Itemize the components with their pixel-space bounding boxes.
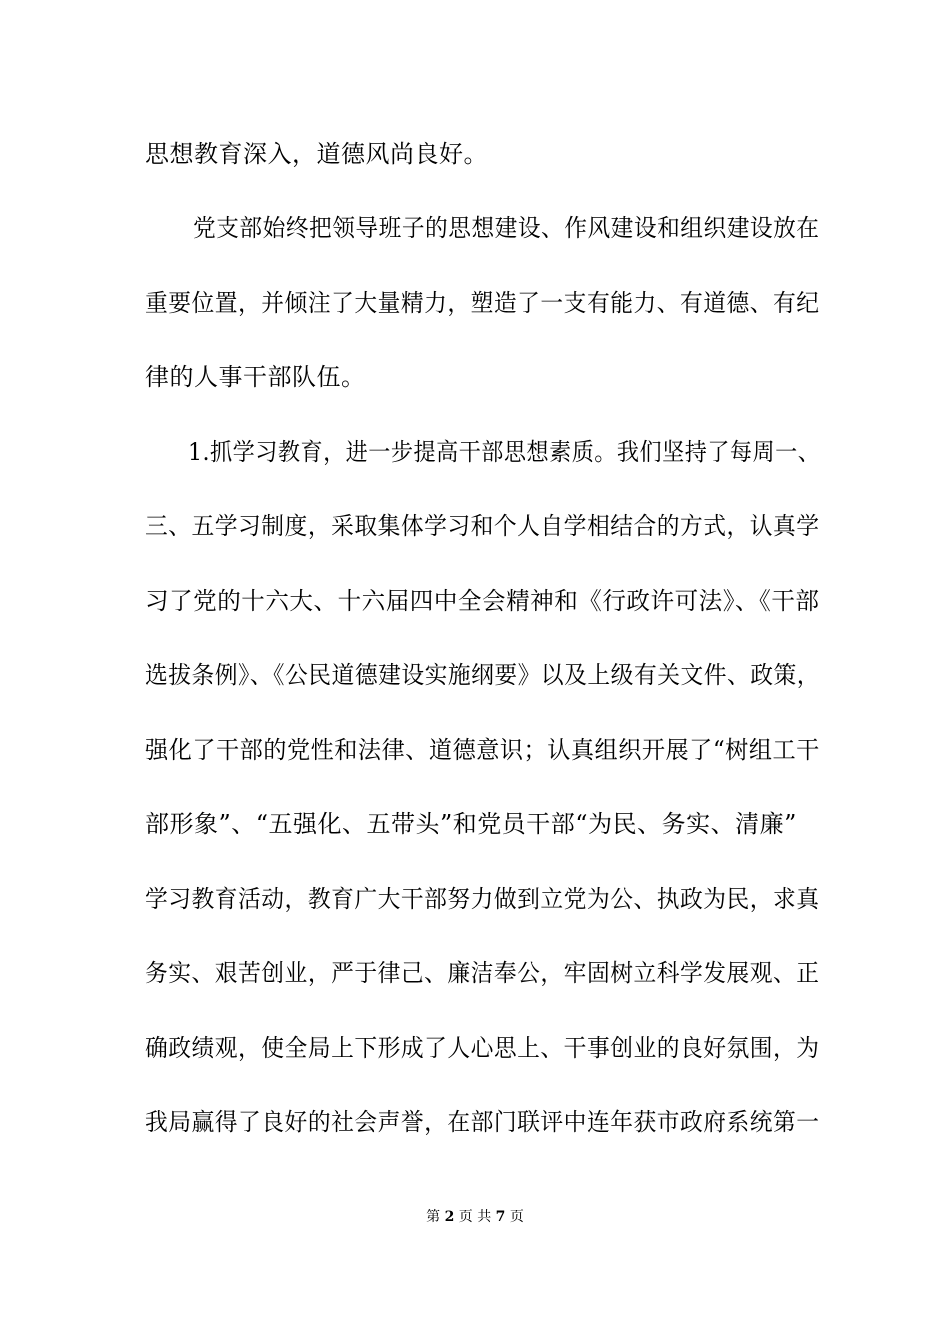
text-line: 三、五学习制度，采取集体学习和个人自学相结合的方式，认真学 [145, 512, 820, 540]
text-line: 务实、艰苦创业，严于律己、廉洁奉公，牢固树立科学发展观、正 [145, 959, 820, 987]
text-line: 选拔条例》、《公民道德建设实施纲要》以及上级有关文件、政策， [145, 661, 821, 689]
text-line: 习了党的十六大、十六届四中全会精神和《行政许可法》、《干部 [145, 587, 820, 615]
paragraph-start-line: 党支部始终把领导班子的思想建设、作风建设和组织建设放在 [193, 214, 820, 242]
text-line: 我局赢得了良好的社会声誉，在部门联评中连年获市政府系统第一 [145, 1108, 820, 1136]
total-pages-number: 7 [495, 1209, 506, 1225]
text-line: 强化了干部的党性和法律、道德意识；认真组织开展了“树组工干 [145, 736, 820, 764]
text-line: 部形象”、“五强化、五带头”和党员干部“为民、务实、清廉” [145, 810, 797, 838]
footer-middle: 页 共 [458, 1209, 492, 1225]
text-line: 重要位置，并倾注了大量精力，塑造了一支有能力、有道德、有纪 [145, 289, 820, 317]
footer-suffix: 页 [509, 1209, 524, 1225]
text-line: 思想教育深入，道德风尚良好。 [145, 140, 488, 168]
footer-prefix: 第 [426, 1209, 441, 1225]
text-line: 律的人事干部队伍。 [145, 363, 366, 391]
text-line: 学习教育活动，教育广大干部努力做到立党为公、执政为民，求真 [145, 885, 820, 913]
current-page-number: 2 [444, 1209, 455, 1225]
paragraph-start-line: 1.抓学习教育，进一步提高干部思想素质。我们坚持了每周一、 [188, 438, 821, 466]
text-line: 确政绩观，使全局上下形成了人心思上、干事创业的良好氛围，为 [145, 1034, 820, 1062]
page-footer [0, 1208, 950, 1226]
